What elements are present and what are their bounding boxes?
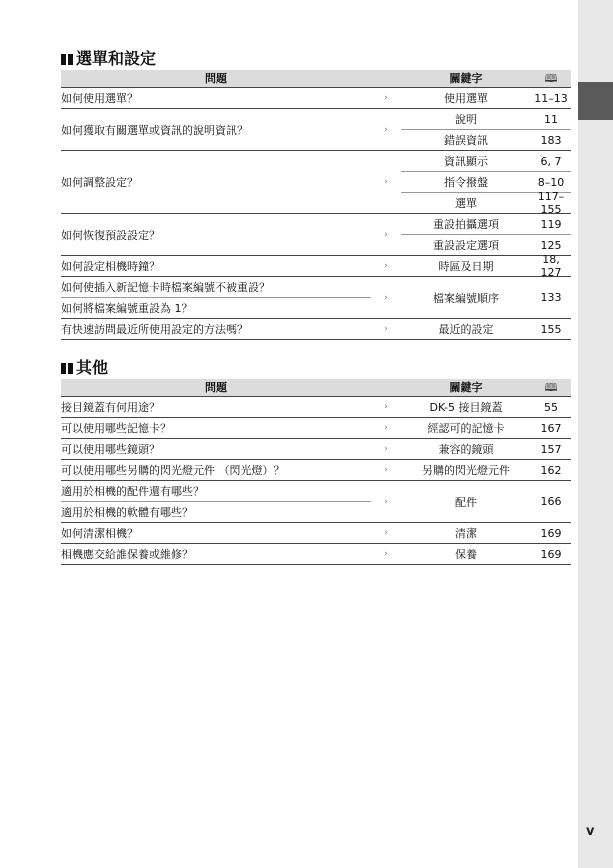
- keyword-row: [401, 190, 571, 216]
- question-cell: [61, 523, 371, 543]
- keyword-text: 兼容的鏡頭: [438, 443, 494, 456]
- table-row: [61, 151, 571, 214]
- question-cell: [61, 88, 371, 108]
- pointer-arrow-icon: ›: [384, 402, 388, 412]
- table-header: [61, 379, 571, 397]
- keyword-text: DK-5 接目鏡蓋: [429, 401, 503, 414]
- question-cell: [61, 460, 371, 480]
- question-cell: [61, 439, 371, 459]
- keyword-page-group: [401, 214, 571, 255]
- keyword-page-group: [401, 460, 571, 480]
- question-text: 如何清潔相機？: [61, 527, 138, 540]
- pointer-arrow-icon: ›: [384, 229, 388, 240]
- keyword-row: [401, 319, 571, 339]
- question-text: 如何將檔案編號重設為 1？: [61, 302, 193, 315]
- keyword-page-group: [401, 88, 571, 108]
- keyword-row: [401, 481, 571, 522]
- keyword-page-group: [401, 277, 571, 318]
- question-text: 如何恢復預設設定？: [61, 228, 160, 242]
- header-keyword: 關鍵字: [449, 72, 483, 85]
- page-reference: 11: [544, 112, 558, 126]
- table-row: [61, 544, 571, 565]
- section-title-text: 選單和設定: [76, 49, 157, 68]
- page-reference: 162: [540, 463, 562, 477]
- page-reference: 11–13: [534, 91, 568, 105]
- question-text: 可以使用哪些鏡頭？: [61, 443, 160, 456]
- question-cell: [61, 151, 371, 213]
- page-reference: 18, 127: [540, 253, 562, 279]
- question-text: 適用於相機的軟體有哪些？: [61, 506, 193, 519]
- question-cell: [61, 397, 371, 417]
- page-reference: 55: [544, 400, 558, 414]
- pointer-arrow-icon: ›: [384, 528, 388, 538]
- question-text: 如何獲取有關選單或資訊的說明資訊？: [61, 123, 248, 137]
- section-marker-icon: [61, 363, 73, 374]
- keyword-text: 配件: [455, 495, 477, 509]
- keyword-text: 保養: [455, 548, 477, 561]
- keyword-text: 最近的設定: [438, 323, 494, 336]
- section-menus-settings: [61, 48, 571, 340]
- question-cell: [61, 418, 371, 438]
- pointer-arrow-icon: ›: [384, 177, 388, 187]
- section-title: [61, 48, 571, 70]
- keyword-text: 選單: [455, 197, 477, 210]
- header-page-book-icon: 🕮: [544, 72, 558, 85]
- keyword-row: [401, 460, 571, 480]
- page-reference: 167: [540, 421, 562, 435]
- page-reference: 6, 7: [540, 154, 562, 168]
- question-text: 有快速訪問最近所使用設定的方法嗎？: [61, 323, 248, 336]
- question-text: 適用於相機的配件還有哪些？: [61, 481, 371, 502]
- keyword-row: [401, 214, 571, 234]
- section-other: [61, 357, 571, 565]
- keyword-text: 指令撥盤: [444, 176, 488, 189]
- table-row: [61, 88, 571, 109]
- keyword-text: 另購的閃光燈元件: [422, 464, 510, 477]
- keyword-row: [401, 253, 571, 279]
- question-cell: [61, 319, 371, 339]
- table-row: [61, 109, 571, 151]
- header-question: 問題: [205, 72, 227, 85]
- table-row: [61, 397, 571, 418]
- keyword-page-group: [401, 481, 571, 522]
- question-text: 相機應交給誰保養或維修？: [61, 548, 193, 561]
- keyword-text: 清潔: [455, 527, 477, 540]
- keyword-page-group: [401, 109, 571, 150]
- section-title: [61, 357, 571, 379]
- table-row: [61, 418, 571, 439]
- keyword-row: [401, 129, 571, 150]
- page-reference: 8–10: [537, 175, 565, 189]
- keyword-page-group: [401, 544, 571, 564]
- header-question: 問題: [205, 381, 227, 394]
- pointer-arrow-icon: ›: [384, 93, 388, 103]
- table-row: [61, 214, 571, 256]
- keyword-text: 重設設定選項: [433, 239, 499, 252]
- keyword-row: [401, 234, 571, 255]
- keyword-page-group: [401, 439, 571, 459]
- table-header: [61, 70, 571, 88]
- keyword-text: 使用選單: [444, 92, 488, 105]
- keyword-text: 經認可的記憶卡: [427, 422, 505, 435]
- keyword-page-group: [401, 418, 571, 438]
- keyword-text: 重設拍攝選項: [433, 218, 499, 231]
- pointer-arrow-icon: ›: [384, 444, 388, 454]
- question-cell: [61, 256, 371, 276]
- table-row: [61, 319, 571, 340]
- page-reference: 119: [540, 217, 562, 231]
- question-text: 如何調整設定？: [61, 176, 138, 189]
- question-text: 如何設定相機時鐘？: [61, 260, 160, 273]
- keyword-row: [401, 151, 571, 171]
- keyword-page-group: [401, 397, 571, 417]
- pointer-arrow-icon: ›: [384, 261, 388, 271]
- page-reference: 169: [540, 547, 562, 561]
- header-page-book-icon: 🕮: [544, 381, 558, 394]
- pointer-arrow-icon: ›: [384, 465, 388, 475]
- page-reference: 183: [540, 133, 562, 147]
- page-number: v: [586, 824, 595, 839]
- keyword-row: [401, 109, 571, 129]
- pointer-arrow-icon: ›: [384, 324, 388, 334]
- keyword-row: [401, 277, 571, 318]
- header-keyword: 關鍵字: [449, 381, 483, 394]
- keyword-text: 錯誤資訊: [444, 134, 488, 147]
- question-text: 可以使用哪些另購的閃光燈元件 （閃光燈）？: [61, 464, 285, 477]
- keyword-text: 檔案編號順序: [433, 291, 499, 305]
- page-reference: 166: [540, 495, 562, 508]
- chapter-tab-marker: [578, 82, 613, 120]
- question-text: 接目鏡蓋有何用途？: [61, 401, 160, 414]
- table-row: [61, 460, 571, 481]
- keyword-page-group: [401, 151, 571, 216]
- question-cell: [61, 481, 371, 522]
- keyword-text: 資訊顯示: [444, 155, 488, 168]
- keyword-row: [401, 523, 571, 543]
- pointer-arrow-icon: ›: [384, 124, 388, 135]
- question-cell: [61, 109, 371, 150]
- table-row: [61, 277, 571, 319]
- pointer-arrow-icon: ›: [384, 496, 388, 507]
- page-reference: 125: [540, 238, 562, 252]
- keyword-row: [401, 397, 571, 417]
- page-reference: 133: [540, 291, 562, 304]
- table-row: [61, 439, 571, 460]
- keyword-page-group: [401, 253, 571, 279]
- table-row: [61, 523, 571, 544]
- table-row: [61, 481, 571, 523]
- page-reference: 117–155: [537, 190, 565, 216]
- keyword-row: [401, 418, 571, 438]
- keyword-row: [401, 544, 571, 564]
- keyword-row: [401, 88, 571, 108]
- keyword-row: [401, 171, 571, 192]
- keyword-text: 說明: [455, 113, 477, 126]
- question-cell: [61, 214, 371, 255]
- question-text: 可以使用哪些記憶卡？: [61, 422, 171, 435]
- question-text: 如何使插入新記憶卡時檔案編號不被重設？: [61, 277, 371, 298]
- question-cell: [61, 277, 371, 318]
- page-reference: 169: [540, 526, 562, 540]
- question-cell: [61, 544, 371, 564]
- pointer-arrow-icon: ›: [384, 292, 388, 303]
- section-marker-icon: [61, 54, 73, 65]
- keyword-page-group: [401, 523, 571, 543]
- table-row: [61, 253, 571, 279]
- page-reference: 157: [540, 442, 562, 456]
- keyword-text: 時區及日期: [438, 260, 494, 273]
- page-reference: 155: [540, 322, 562, 336]
- pointer-arrow-icon: ›: [384, 549, 388, 559]
- side-margin-strip: [578, 0, 613, 868]
- keyword-page-group: [401, 319, 571, 339]
- question-text: 如何使用選單？: [61, 92, 138, 105]
- keyword-row: [401, 439, 571, 459]
- section-title-text: 其他: [76, 358, 109, 377]
- pointer-arrow-icon: ›: [384, 423, 388, 433]
